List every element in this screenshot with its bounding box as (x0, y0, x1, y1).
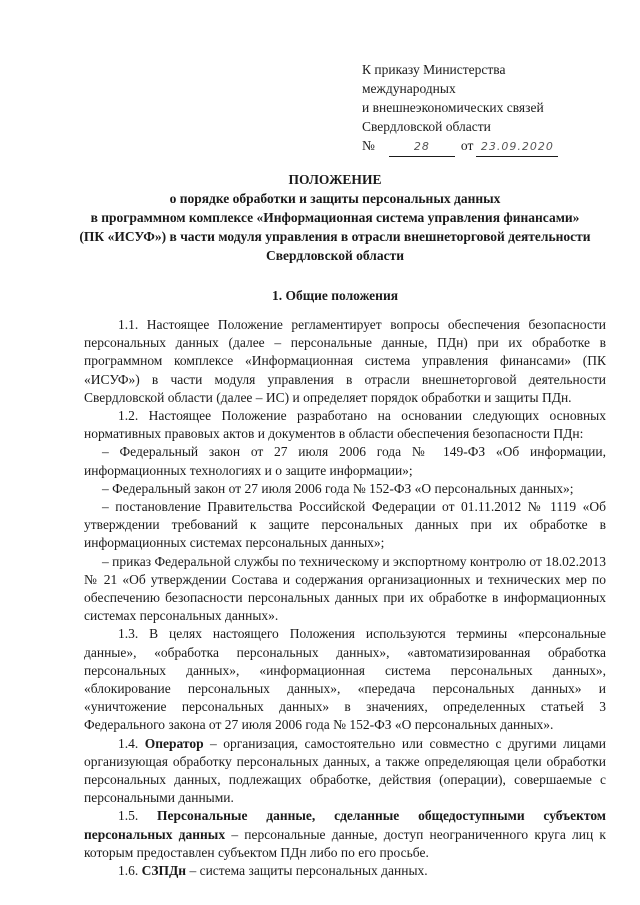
annex-line: К приказу Министерства (362, 62, 506, 77)
order-number-line (362, 136, 622, 157)
title-line: (ПК «ИСУФ») в части модуля управления в отрасли внешнеторговой деятельности (79, 229, 591, 244)
clause-number: 1.5. (118, 808, 158, 824)
paragraph-1-1: 1.1. Настоящее Положение регламентирует вопросы обеспечения безопасности персональных данных (далее – персональные данные, ПДн) при их обработке в программном комплексе «Информационная система управления финансами» (ПК «ИСУФ») в части модуля управления в отрасли внешнеторговой деятельности Свердловской области (далее – ИС) и определяет порядок обработки и защиты ПДн. (84, 317, 606, 405)
term-operator: Оператор (144, 735, 204, 751)
annex-line: и внешнеэкономических связей (362, 100, 544, 115)
paragraph-1-5 (84, 807, 606, 862)
document-body (84, 316, 606, 880)
title-line: о порядке обработки и защиты персональных данных (169, 191, 501, 206)
definition-text: – система защиты персональных данных. (186, 863, 428, 879)
paragraph-1-3: 1.3. В целях настоящего Положения используются термины «персональные данные», «обработка персональных данных», «автоматизированная обработка персональных данных», «информационная система персональных данных», «блокирование персональных данных», «передача персональных данных» и «уничтожение персональных данных» в значениях, определенных статьей 3 Федерального закона от 27 июля 2006 года № 152-ФЗ «О персональных данных». (84, 626, 606, 733)
paragraph-1-2: 1.2. Настоящее Положение разработано на основании следующих основных нормативных правовых актов и документов в области обеспечения безопасности ПДн: (84, 408, 606, 442)
law-item: – постановление Правительства Российской Федерации от 01.11.2012 № 1119 «Об утверждении требований к защите персональных данных при их обработке в информационных системах персональных данных»; (84, 499, 606, 551)
term-public-data: Персональные данные, сделанные общедоступными субъектом персональных данных (84, 808, 607, 842)
section-heading: 1. Общие положения (271, 288, 399, 303)
order-number-handwritten: 28 (389, 137, 455, 157)
clause-number: 1.4. (118, 735, 145, 751)
title-main: ПОЛОЖЕНИЕ (288, 172, 382, 187)
law-item: – Федеральный закон от 27 июля 2006 года № 149-ФЗ «Об информации, информационных технологиях и о защите информации»; (84, 444, 606, 478)
order-date-handwritten: 23.09.2020 (476, 137, 558, 157)
paragraph-1-4 (84, 735, 606, 808)
paragraph-1-6 (84, 862, 606, 880)
annex-line: международных (362, 81, 456, 96)
term-szpdn: СЗПДн (141, 863, 187, 879)
document-title (70, 170, 600, 265)
annex-reference (362, 60, 622, 157)
annex-line: Свердловской области (362, 119, 491, 134)
definition-text: – организация, самостоятельно или совместно с другими лицами организующая обработку персональных данных, а также определяющая цели обработки персональных данных, подлежащих обработке, действия (операции), совершаемые с персональными данными. (84, 735, 607, 806)
definition-text: – персональные данные, доступ неограниченного круга лиц к которым предоставлен субъектом ПДн либо по его просьбе. (84, 826, 606, 860)
title-line: Свердловской области (265, 248, 405, 263)
date-label: от (460, 138, 474, 153)
law-item: – Федеральный закон от 27 июля 2006 года № 152-ФЗ «О персональных данных»; (102, 480, 574, 496)
title-line: в программном комплексе «Информационная система управления финансами» (90, 210, 580, 225)
clause-number: 1.6. (118, 863, 142, 879)
number-label: № (362, 138, 375, 153)
law-item: – приказ Федеральной службы по техническому и экспортному контролю от 18.02.2013 № 21 «Об утверждении Состава и содержания организационных и технических мер по обеспечению безопасности персональных данных при их обработке в информационных системах персональных данных». (84, 553, 606, 624)
